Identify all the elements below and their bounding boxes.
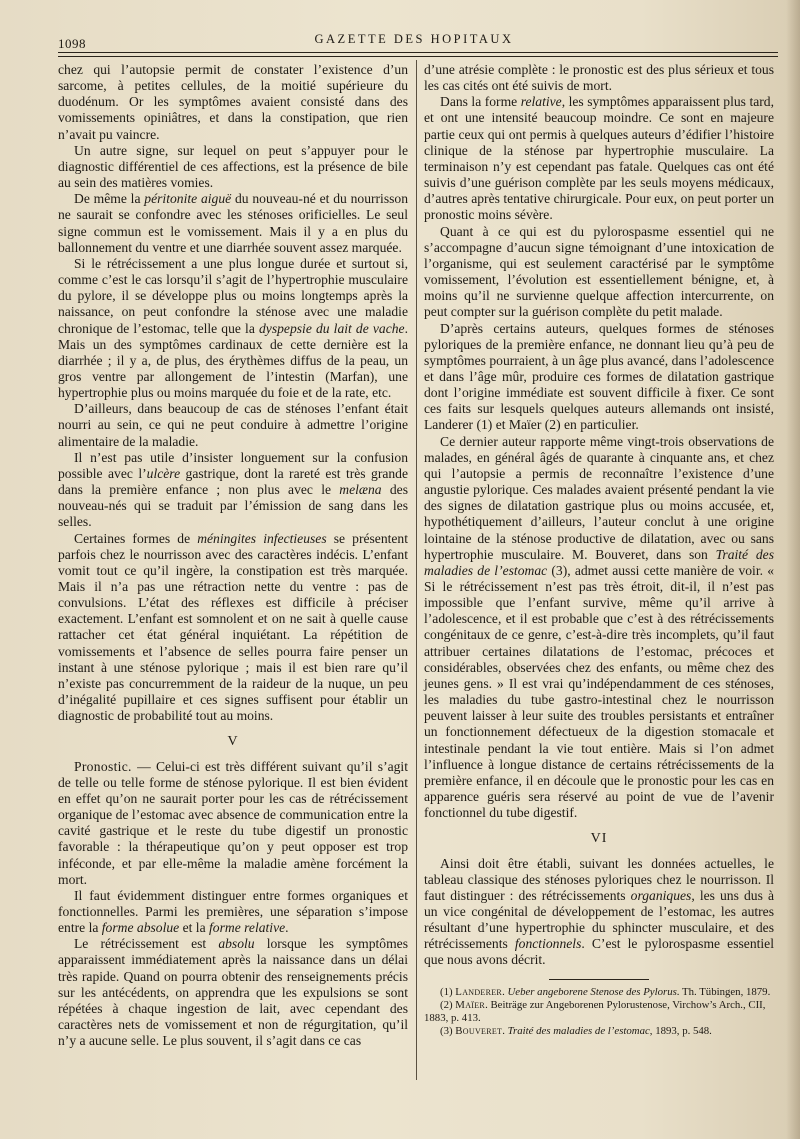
- header-rule-thick: [58, 52, 778, 53]
- paragraph: Certaines formes de méningites infectieuses se présentent parfois chez le nourrisson avec des caractères indécis. L’enfant vomit tout ce qu’il ingère, la constipation est très marquée. Mais il n’a pas une rétraction nette du ventre : pas de convulsions. L’état des réflexes est difficile à préciser exactement. L’enfant est somnolent et on ne sait à quelle cause rattacher cet état général inquiétant. La répétition de vomissements et l’absence de selles pourra faire penser un instant à une sténose pylorique ; mais il est bien rare qu’il n’existe pas concurremment de la raideur de la nuque, un peu d’inégalité pupillaire et ces signes suffisent pour établir un diagnostic de probabilité tout au moins.: [58, 530, 409, 724]
- paragraph: D’après certains auteurs, quelques formes de sténoses pyloriques de la première enfance, ne donnant lieu qu’à peu de symptômes pourraient, à un âge plus avancé, dans l’adolescence et dans l’âge mûr, produire ces formes de dilatation gastrique dont l’origine immédiate est souvent difficile à fixer. Ce sont ces faits sur lesquels quelques auteurs allemands ont insisté, Landerer (1) et Maïer (2) en particulier.: [424, 320, 774, 433]
- paragraph: Pronostic. — Celui-ci est très différent suivant qu’il s’agit de telle ou telle forme de sténose pylorique. Il est bien évident en effet qu’on ne saurait porter pour les cas de rétrécissement organique de l’estomac avec absence de communication entre la cavité gastrique et le reste du tube digestif un pronostic favorable : la thérapeutique qu’on y peut opposer est trop inféconde, et par elle-même la maladie amène forcément la mort.: [58, 758, 408, 887]
- page-binding-shadow: [786, 0, 800, 1139]
- italic-term: péritonite aiguë: [144, 191, 232, 207]
- paragraph: Ainsi doit être établi, suivant les données actuelles, le tableau classique des sténoses pyloriques chez le nourrisson. Il faut distinguer : des rétrécissements organiques, les uns dus à un vice congénital de développement de l’estomac, les autres résultant d’une hypertrophie du sphincter musculaire, et des rétrécissements fonctionnels. C’est le pylorospasme essentiel que nous avons décrit.: [424, 855, 774, 968]
- italic-term: melæna: [339, 482, 382, 498]
- journal-title: GAZETTE DES HOPITAUX: [314, 32, 514, 46]
- column-divider: [416, 60, 417, 1080]
- page-number: 1098: [58, 36, 86, 51]
- footnote: (3) Bouveret. Traité des maladies de l’estomac, 1893, p. 548.: [440, 1024, 712, 1037]
- italic-term: absolu: [218, 936, 255, 952]
- footnote-author: Landerer: [455, 985, 503, 998]
- paragraph: chez qui l’autopsie permit de constater l’existence d’un sarcome, à petites cellules, de la moitié supérieure du duodénum. Or les symptômes avaient consisté dans des vomissements opiniâtres, et dans la constipation, que rien n’avait pu vaincre.: [58, 62, 408, 142]
- header-rule-thin: [58, 56, 778, 57]
- italic-term: forme relative: [209, 920, 286, 936]
- paragraph: Un autre signe, sur lequel on peut s’appuyer pour le diagnostic différentiel de ces affections, est la présence de bile au sein des matières vomies.: [58, 142, 408, 191]
- italic-term: Traité des maladies de l’estomac: [424, 546, 774, 578]
- italic-term: dyspepsie du lait de vache: [259, 320, 405, 336]
- paragraph: Il faut évidemment distinguer entre formes organiques et fonctionnelles. Parmi les premières, une séparation s’impose entre la forme absolue et la forme relative.: [58, 887, 408, 936]
- paragraph: Il n’est pas utile d’insister longuement sur la confusion possible avec l’ulcère gastrique, dont la rareté est très grande dans la première enfance ; non plus avec le melæna des nouveau-nés qui se traduit par l’émission de sang dans les selles.: [58, 449, 409, 530]
- footnote-title: Ueber angeborene Stenose des Pylorus: [507, 985, 677, 998]
- italic-term: ulcère: [146, 465, 181, 481]
- paragraph: Le rétrécissement est absolu lorsque les symptômes apparaissent immédiatement après la naissance dans un délai très rapide. Quand on pourra obtenir des renseignements précis sur les antécédents, on apprendra que les expulsions se sont répétées à chaque ingestion de lait, avec cependant des caractères nets de vomissement et non de régurgitation, qu’il n’y a aucune selle. Le plus souvent, il s’agit dans ce cas: [58, 936, 408, 1049]
- footnote: (2) Maïer. Beiträge zur Angeborenen Pylorustenose, Virchow’s Arch., CII, 1883, p. 413.: [424, 998, 766, 1024]
- paragraph: D’ailleurs, dans beaucoup de cas de sténoses l’enfant était nourri au sein, ce qui ne peut conduire à admettre l’origine alimentaire de la maladie.: [58, 401, 408, 449]
- paragraph: Ce dernier auteur rapporte même vingt-trois observations de malades, en général âgés de quarante à cinquante ans, et chez qui l’autopsie a permis de reconnaître l’existence d’une angustie pylorique. Ces malades avaient présenté pendant la vie des signes de dilatation gastrique plus ou moins accusée, et, hypothétiquement d’ailleurs, l’auteur conclut à une origine lointaine de la sténose productive de dilatation, avec ou sans hypertrophie musculaire. M. Bouveret, dans son Traité des maladies de l’estomac (3), admet aussi cette manière de voir. « Si le rétrécissement n’est pas très étroit, dit-il, il n’est pas impossible que l’enfant survive, même qu’il arrive à l’adolescence, et il est probable que c’est à des rétrécissements congénitaux de ce genre, c’est-à-dire très incomplets, qu’il faut attribuer certaines dilatations de l’estomac, précoces et considérables, observées chez des enfants, ou même chez des jeunes gens. » Il est vrai qu’indépendamment de ces sténoses, les maladies du tube gastro-intestinal chez le nourrisson peuvent laisser à leur suite des troubles persistants et entraîner un fonctionnement défectueux de la digestion stomacale et intestinale pendant la vie tout entière. Mais si l’on admet l’influence à longue distance de certains rétrécissements de la première enfance, il en découle que le pronostic pour les cas en apparence guéris sera réservé au point de vue de l’avenir fonctionnel du tube digestif.: [424, 433, 774, 821]
- section-heading: VI: [590, 831, 608, 847]
- paragraph: De même la péritonite aiguë du nouveau-né et du nourrisson ne saurait se confondre avec les sténoses orificielles. Le seul signe commun est le vomissement. Mais il y a en plus du ballonnement du ventre et une diarrhée souvent assez marquée.: [58, 191, 408, 255]
- paragraph: Si le rétrécissement a une plus longue durée et surtout si, comme c’est le cas lorsqu’il s’agit de l’hypertrophie musculaire du pylore, il se développe plus ou moins longtemps après la naissance, on peut confondre la sténose avec une maladie chronique de l’estomac, telle que la dyspepsie du lait de vache. Mais un des symptômes cardinaux de cette dernière est la diarrhée ; il y a, de plus, des érythèmes diffus de la peau, un gros ventre par allongement de l’intestin (Marfan), une hypertrophie plus ou moins marquée du foie et de la rate, etc.: [58, 255, 408, 401]
- paragraph: d’une atrésie complète : le pronostic est des plus sérieux et tous les cas cités ont été suivis de mort.: [424, 62, 774, 94]
- italic-term: forme absolue: [101, 920, 180, 936]
- italic-term: fonctionnels: [514, 936, 582, 952]
- running-header: [58, 30, 770, 52]
- italic-term: relative: [520, 94, 562, 110]
- paragraph: Dans la forme relative, les symptômes apparaissent plus tard, et ont une intensité beaucoup moindre. Ce sont en majeure partie ceux qui ont permis à quelques auteurs d’édifier l’histoire clinique de la sténose par hypertrophie musculaire. La terminaison n’y est cependant pas fatale. Quelques cas ont été suivis d’une guérison complète par les seuls moyens médicaux, d’autres après tentative chirurgicale. Pour eux, on peut porter un pronostic moins sévère.: [424, 94, 774, 223]
- italic-term: méningites infectieuses: [197, 530, 327, 546]
- section-heading: V: [227, 734, 239, 750]
- footnote-author: Maïer: [455, 998, 486, 1011]
- left-column: [58, 62, 408, 1049]
- run-in-heading: Pronostic.: [74, 758, 132, 774]
- italic-term: organiques: [630, 887, 692, 903]
- footnote-title: Traité des maladies de l’estomac: [507, 1024, 650, 1037]
- right-column: [424, 62, 774, 1038]
- footnote-rule: [549, 979, 649, 980]
- footnote-author: Bouveret: [455, 1024, 503, 1037]
- footnote: (1) Landerer. Ueber angeborene Stenose des Pylorus. Th. Tübingen, 1879.: [440, 985, 771, 998]
- paragraph: Quant à ce qui est du pylorospasme essentiel qui ne s’accompagne d’aucun signe témoignant d’une intoxication de l’organisme, qui est seulement caractérisé par le symptôme vomissement, l’évolution est essentiellement bénigne, et, à moins qu’il ne survienne quelque affection intercurrente, on peut compter sur la guérison complète du petit malade.: [424, 223, 774, 320]
